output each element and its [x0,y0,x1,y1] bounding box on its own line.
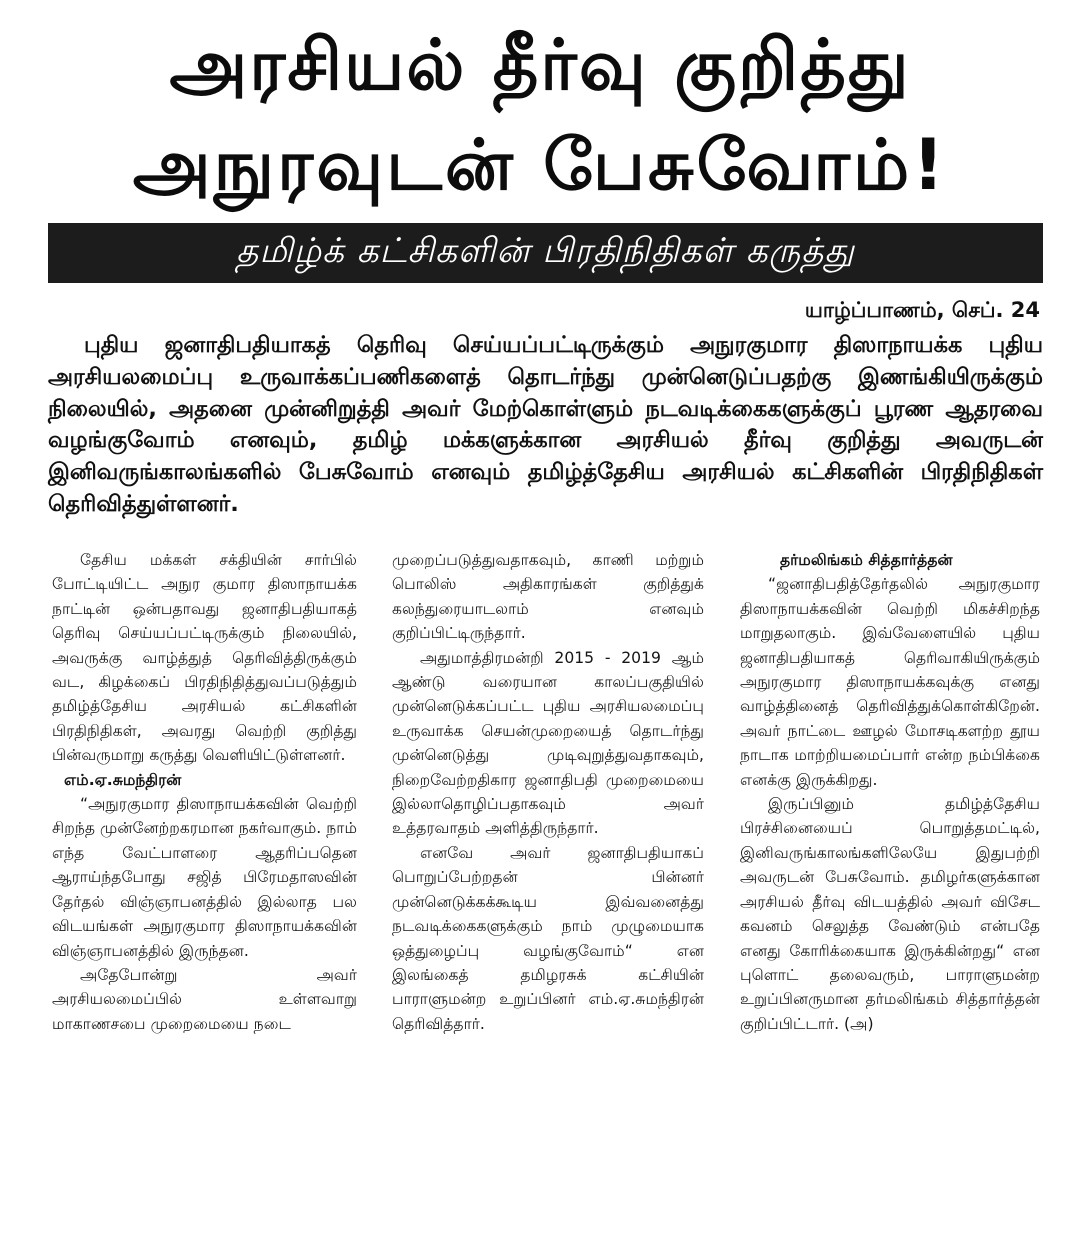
column-2-paragraph-3: எனவே அவர் ஜனாதிபதியாகப் பொறுப்பேற்றதன் பின்னர் முன்னெடுக்கக்கூடிய இவ்வனைத்து நடவடிக்கைகளுக்கும் நாம் முழுமையாக ஒத்துழைப்பு வழங்குவோம்“ என இலங்கைத் தமிழரசுக் கட்சியின் பாராளுமன்ற உறுப்பினர் எம்.ஏ.சுமந்திரன் தெரிவித்தார். [392,843,704,1033]
column-3-paragraph-2: இருப்பினும் தமிழ்த்தேசிய பிரச்சினையைப் பொறுத்தமட்டில், இனிவருங்காலங்களிலேயே இதுபற்றி அவருடன் பேசுவோம். தமிழர்களுக்கான அரசியல் தீர்வு விடயத்தில் அவர் விசேட கவனம் செலுத்த வேண்டும் என்பதே எனது கோரிக்கையாக இருக்கின்றது“ என புளொட் தலைவரும், பாராளுமன்ற உறுப்பினருமான தர்மலிங்கம் சித்தார்த்தன் குறிப்பிட்டார். (அ) [740,795,1040,1033]
column-2-paragraph-2: அதுமாத்திரமன்றி 2015 - 2019 ஆம் ஆண்டு வரையான காலப்பகுதியில் முன்னெடுக்கப்பட்ட புதிய அரசியலமைப்பு உருவாக்க செயன்முறையைத் தொடர்ந்து முன்னெடுத்து முடிவுறுத்துவதாகவும், நிறைவேற்றதிகார ஜனாதிபதி முறைமையை இல்லாதொழிப்பதாகவும் அவர் உத்தரவாதம் அளித்திருந்தார். [392,648,704,838]
headline [0,18,1080,212]
column-1-paragraph-3: அதேபோன்று அவர் அரசியலமைப்பில் உள்ளவாறு மாகாணசபை முறைமையை நடை [52,965,357,1033]
byline-sumanthiran: எம்.ஏ.சுமந்திரன் [64,770,182,789]
subheadline: தமிழ்க் கட்சிகளின் பிரதிநிதிகள் கருத்து [236,231,855,271]
column-1-paragraph-1: தேசிய மக்கள் சக்தியின் சார்பில் போட்டியிட்ட அநுர குமார திஸாநாயக்க நாட்டின் ஒன்பதாவது ஜனாதிபதியாகத் தெரிவு செய்யப்பட்டிருக்கும் நிலையில், அவருக்கு வாழ்த்துத் தெரிவித்திருக்கும் வட, கிழக்கைப் பிரதிநிதித்துவப்படுத்தும் தமிழ்த்தேசிய அரசியல் கட்சிகளின் பிரதிநிதிகள், அவரது வெற்றி குறித்து பின்வருமாறு கருத்து வெளியிட்டுள்ளனர். [52,551,357,765]
subheadline-bar [48,223,1043,283]
article-column-2 [392,548,704,1036]
byline-siddharthan: தர்மலிங்கம் சித்தார்த்தன் [780,551,953,569]
lede-paragraph: புதிய ஜனாதிபதியாகத் தெரிவு செய்யப்பட்டிருக்கும் அநுரகுமார திஸாநாயக்க புதிய அரசியலமைப்பு உருவாக்கப்பணிகளைத் தொடர்ந்து முன்னெடுப்பதற்கு இணங்கியிருக்கும் நிலையில், அதனை முன்னிறுத்தி அவர் மேற்கொள்ளும் நடவடிக்கைகளுக்குப் பூரண ஆதரவை வழங்குவோம் எனவும், தமிழ் மக்களுக்கான அரசியல் தீர்வு குறித்து அவருடன் இனிவருங்காலங்களில் பேசுவோம் எனவும் தமிழ்த்தேசிய அரசியல் கட்சிகளின் பிரதிநிதிகள் தெரிவித்துள்ளனர். [48,332,1043,517]
headline-line-1: அரசியல் தீர்வு குறித்து [169,24,911,106]
headline-line-2: அநுரவுடன் பேசுவோம்! [132,124,948,206]
article-column-1 [52,548,357,1036]
dateline: யாழ்ப்பாணம், செப். 24 [804,298,1040,322]
column-1-paragraph-2: “அநுரகுமார திஸாநாயக்கவின் வெற்றி சிறந்த முன்னேற்றகரமான நகர்வாகும். நாம் எந்த வேட்பாளரை ஆதரிப்பதென ஆராய்ந்தபோது சஜித் பிரேமதாஸவின் தேர்தல் விஞ்ஞாபனத்தில் இல்லாத பல விடயங்கள் அநுரகுமார திஸாநாயக்கவின் விஞ்ஞாபனத்தில் இருந்தன. [52,795,357,960]
column-3-paragraph-1: “ஜனாதிபதித்தேர்தலில் அநுரகுமார திஸாநாயக்கவின் வெற்றி மிகச்சிறந்த மாறுதலாகும். இவ்வேளையில் புதிய ஜனாதிபதியாகத் தெரிவாகியிருக்கும் அநுரகுமார திஸாநாயக்கவுக்கு எனது வாழ்த்தினைத் தெரிவித்துக்கொள்கிறேன். அவர் நாட்டை ஊழல் மோசடிகளற்ற தூய நாடாக மாற்றியமைப்பார் என்ற நம்பிக்கை எனக்கு இருக்கிறது. [740,575,1040,789]
column-2-paragraph-1: முறைப்படுத்துவதாகவும், காணி மற்றும் பொலிஸ் அதிகாரங்கள் குறித்துக் கலந்துரையாடலாம் எனவும் குறிப்பிட்டிருந்தார். [392,551,704,643]
article-column-3 [740,548,1040,1036]
